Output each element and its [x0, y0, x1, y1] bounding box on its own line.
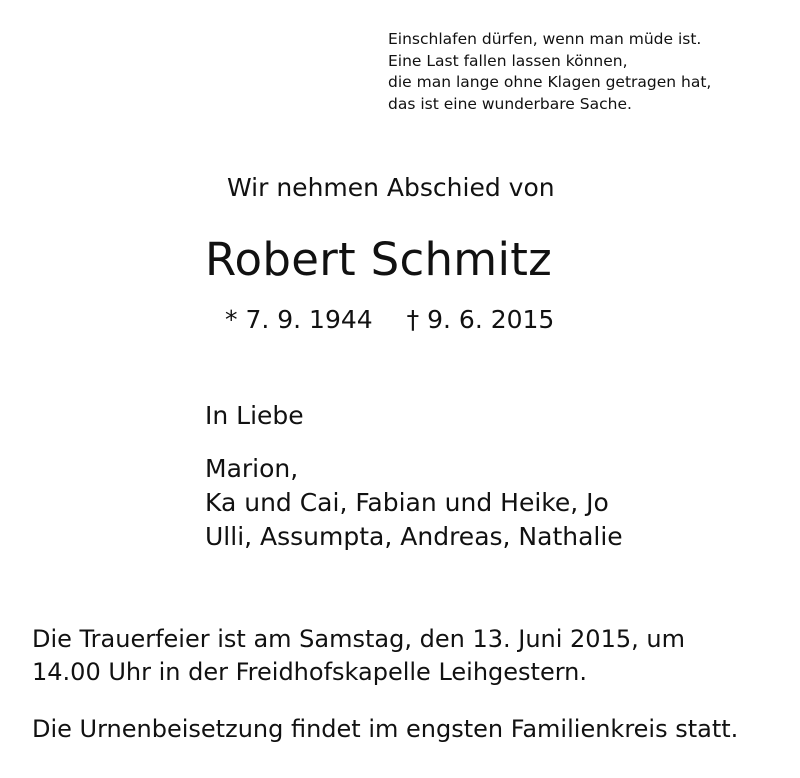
ceremony-line: Die Trauerfeier ist am Samstag, den 13. Juni 2015, um: [32, 625, 685, 653]
life-dates: [225, 302, 554, 338]
poem-line: die man lange ohne Klagen getragen hat,: [388, 73, 712, 91]
funeral-ceremony-info: [32, 623, 685, 689]
death-date: † 9. 6. 2015: [406, 305, 555, 334]
poem-line: Einschlafen dürfen, wenn man müde ist.: [388, 30, 702, 48]
family-line: Marion,: [205, 454, 299, 483]
farewell-intro: Wir nehmen Abschied von: [227, 173, 555, 202]
deceased-name: Robert Schmitz: [205, 233, 553, 286]
urn-burial-info: Die Urnenbeisetzung findet im engsten Familienkreis statt.: [32, 715, 739, 743]
poem-line: Eine Last fallen lassen können,: [388, 51, 628, 70]
family-line: Ulli, Assumpta, Andreas, Nathalie: [205, 522, 623, 551]
ceremony-line: 14.00 Uhr in der Freidhofskapelle Leihgestern.: [32, 658, 587, 686]
family-line: Ka und Cai, Fabian und Heike, Jo: [205, 488, 609, 517]
family-members: [205, 452, 623, 554]
poem-line: das ist eine wunderbare Sache.: [388, 94, 632, 113]
birth-date: * 7. 9. 1944: [225, 305, 373, 334]
poem-quote: [388, 29, 788, 115]
closing-phrase: In Liebe: [205, 401, 304, 430]
